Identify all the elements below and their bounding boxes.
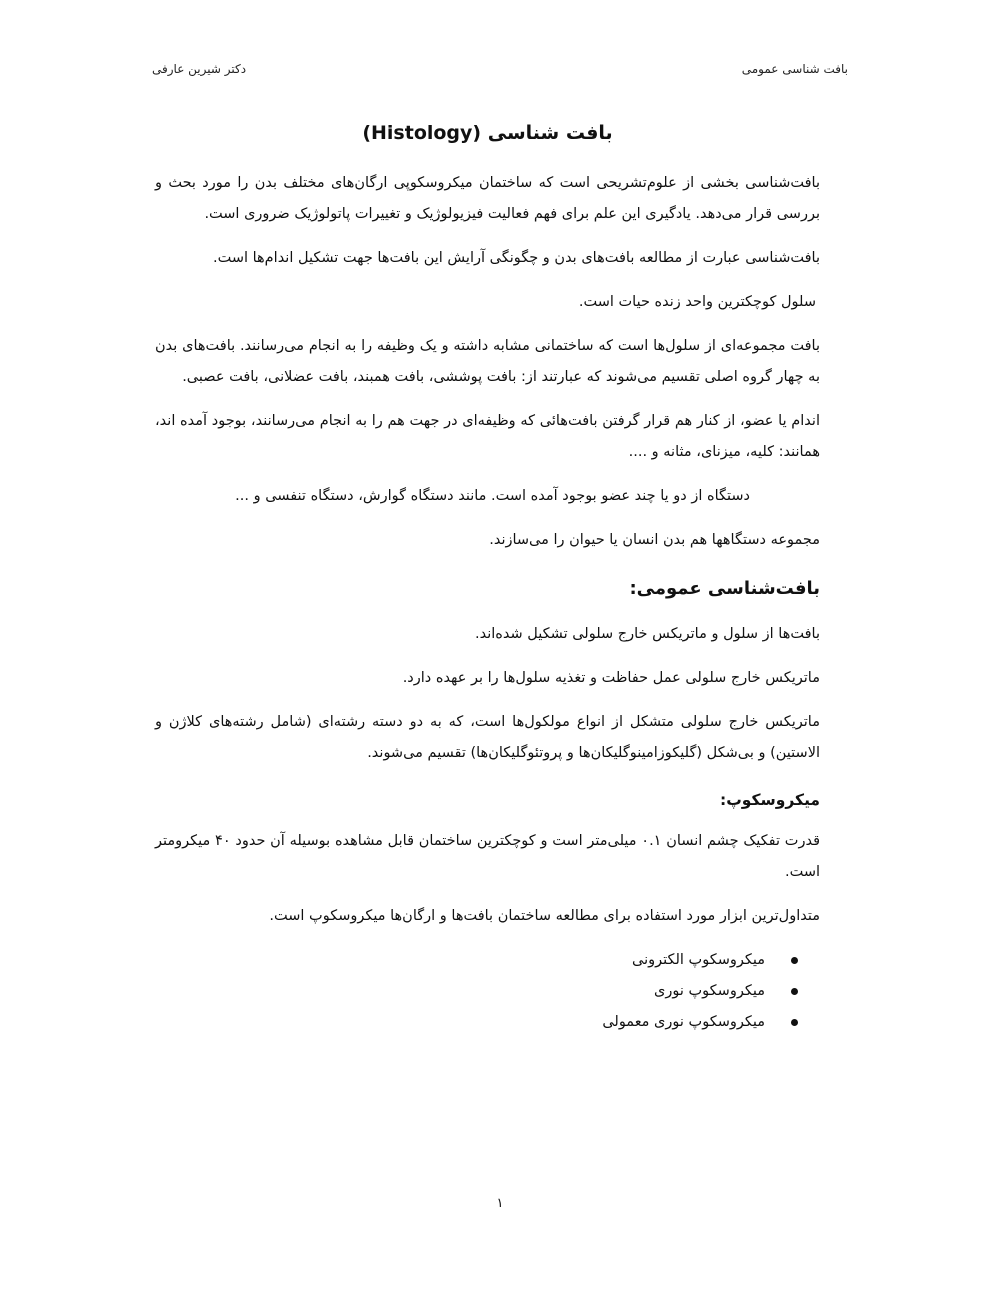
paragraph-tissue: بافت مجموعه‌ای از سلول‌ها است که ساختمانی مشابه داشته و یک وظیفه را به انجام می‌رسانند. بافت‌های بدن به چهار گروه اصلی تقسیم می‌شوند که عبارتند از: بافت پوششی، بافت همبند، بافت عضلانی، بافت عصبی. xyxy=(155,338,820,385)
paragraph-ecm-function: ماتریکس خارج سلولی عمل حفاظت و تغذیه سلول‌ها را بر عهده دارد. xyxy=(402,670,820,686)
main-content xyxy=(155,118,820,1038)
paragraph-histology-definition: بافت‌شناسی بخشی از علوم‌تشریحی است که ساختمان میکروسکوپی ارگان‌های مختلف بدن را مورد بحث و بررسی قرار می‌دهد. یادگیری این علم برای فهم فعالیت فیزیولوژیک و تغییرات پاتولوژیک ضروری است. xyxy=(155,175,820,222)
bullet-icon xyxy=(791,1019,798,1026)
running-header-title: بافت شناسی عمومی xyxy=(741,62,848,76)
paragraph-organism: مجموعه دستگاهها هم بدن انسان یا حیوان را می‌سازند. xyxy=(489,532,820,548)
title-fa: بافت شناسی xyxy=(487,122,613,144)
paragraph-eye-resolution: قدرت تفکیک چشم انسان ۰.۱ میلی‌متر است و کوچکترین ساختمان قابل مشاهده بوسیله آن حدود ۴۰ میکرومتر است. xyxy=(155,833,820,880)
paragraph-ecm-components: ماتریکس خارج سلولی متشکل از انواع مولکول‌ها است، که به دو دسته رشته‌ای (شامل رشته‌های کلاژن و الاستین) و بی‌شکل (گلیکوزامینوگلیکان‌ها و پروتئوگلیکان‌ها) تقسیم می‌شوند. xyxy=(155,714,820,761)
list-item: میکروسکوپ نوری xyxy=(155,976,820,1007)
page-title xyxy=(155,118,820,148)
heading-general-histology: بافت‌شناسی عمومی: xyxy=(629,578,820,599)
paragraph-tissue-composition: بافت‌ها از سلول و ماتریکس خارج سلولی تشکیل شده‌اند. xyxy=(475,626,820,642)
paragraph-microscope-tool: متداول‌ترین ابزار مورد استفاده برای مطالعه ساختمان بافت‌ها و ارگان‌ها میکروسکوپ است. xyxy=(269,908,820,924)
list-item: میکروسکوپ نوری معمولی xyxy=(155,1007,820,1038)
paragraph-organ: اندام یا عضو، از کنار هم قرار گرفتن بافت‌هائی که وظیفه‌ای در جهت هم را به انجام می‌رسانند، بوجود آمده اند، همانند: کلیه، میزنای، مثانه و .... xyxy=(155,413,820,460)
list-item: میکروسکوپ الکترونی xyxy=(155,945,820,976)
bullet-icon xyxy=(791,988,798,995)
title-en: (Histology) xyxy=(362,122,482,144)
paragraph-system: دستگاه از دو یا چند عضو بوجود آمده است. مانند دستگاه گوارش، دستگاه تنفسی و ... xyxy=(235,488,750,504)
paragraph-cell: سلول کوچکترین واحد زنده حیات است. xyxy=(578,294,816,310)
paragraph-histology-study: بافت‌شناسی عبارت از مطالعه بافت‌های بدن و چگونگی آرایش این بافت‌ها جهت تشکیل اندام‌ها است. xyxy=(212,250,820,266)
heading-microscope: میکروسکوپ: xyxy=(720,791,820,809)
running-header-author: دکتر شیرین عارفی xyxy=(152,62,247,76)
microscope-types-list xyxy=(155,945,820,1038)
bullet-icon xyxy=(791,957,798,964)
page-number: ۱ xyxy=(496,1196,504,1211)
